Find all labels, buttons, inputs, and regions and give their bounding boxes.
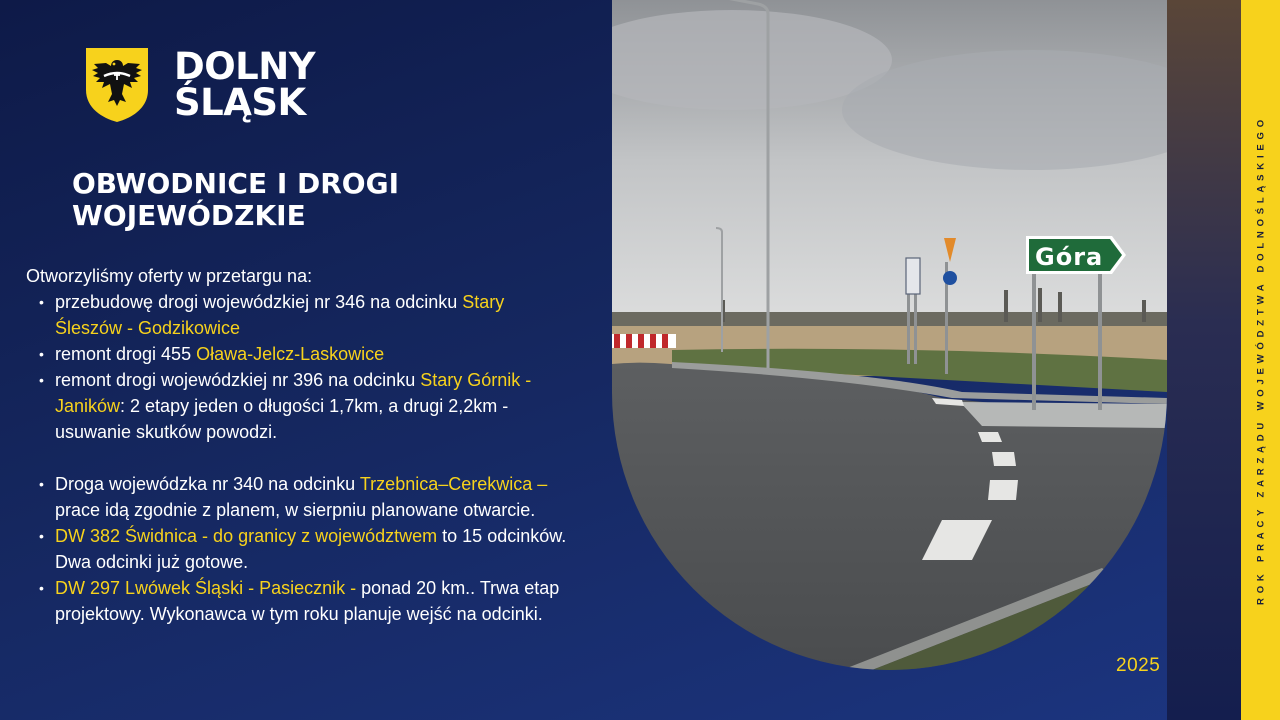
item-highlight: Oława-Jelcz-Laskowice <box>196 344 385 364</box>
item-text-after: : 2 etapy jeden o długości 1,7km, a drugi 2,2km - usuwanie skutków powodzi. <box>55 396 509 442</box>
item-text: remont drogi wojewódzkiej nr 396 na odcinku <box>55 370 421 390</box>
eagle-crest-icon <box>84 46 150 124</box>
content-block <box>26 263 571 627</box>
list-item <box>55 575 571 627</box>
road-photo-illustration <box>612 0 1167 670</box>
item-text: przebudowę drogi wojewódzkiej nr 346 na odcinku <box>55 292 463 312</box>
spacer <box>26 445 571 471</box>
title-line-2: WOJEWÓDZKIE <box>72 199 306 232</box>
item-text: Droga wojewódzka nr 340 na odcinku <box>55 474 360 494</box>
item-text-after: ponad 20 km.. Trwa etap projektowy. Wykonawca w tym roku planuje wejść na odcinki. <box>55 578 560 624</box>
roads-list <box>55 471 571 627</box>
direction-sign <box>1026 236 1126 274</box>
year-label: 2025 <box>1116 655 1161 676</box>
list-item <box>55 367 571 445</box>
item-text: remont drogi 455 <box>55 344 197 364</box>
sign-text: Góra <box>1035 243 1104 271</box>
item-highlight: DW 297 Lwówek Śląski - Pasiecznik - <box>55 578 357 598</box>
logo <box>84 46 315 124</box>
item-highlight: Stary Górnik - Janików <box>55 370 532 416</box>
road-barrier <box>612 334 676 348</box>
brand-line-2: ŚLĄSK <box>174 81 306 124</box>
item-highlight: Stary Śleszów - Godzikowice <box>55 292 505 338</box>
item-highlight: Trzebnica–Cerekwica – <box>359 474 548 494</box>
list-item <box>55 289 571 341</box>
road-photo <box>612 0 1167 670</box>
page-title <box>72 168 572 232</box>
item-text-after: to 15 odcinków. Dwa odcinki już gotowe. <box>55 526 567 572</box>
list-item <box>55 523 571 575</box>
tender-list <box>55 289 571 445</box>
item-text-after: prace idą zgodnie z planem, w sierpniu planowane otwarcie. <box>55 500 536 520</box>
item-highlight: DW 382 Świdnica - do granicy z województwem <box>55 526 438 546</box>
list-item <box>55 341 571 367</box>
brand-line-1: DOLNY <box>174 45 316 88</box>
side-strip-text: ROK PRACY ZARZĄDU WOJEWÓDZTWA DOLNOŚLĄSKIEGO <box>1255 115 1267 605</box>
side-strip-dark <box>1167 0 1241 720</box>
list-item <box>55 471 571 523</box>
brand-name <box>174 45 316 124</box>
title-line-1: OBWODNICE I DROGI <box>72 167 399 200</box>
intro-text: Otworzyliśmy oferty w przetargu na: <box>26 266 313 286</box>
